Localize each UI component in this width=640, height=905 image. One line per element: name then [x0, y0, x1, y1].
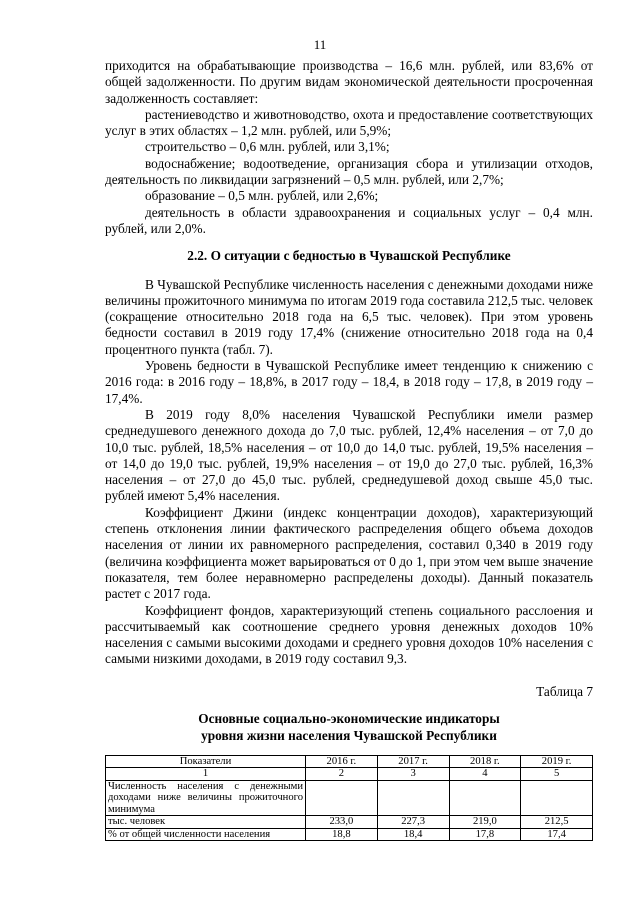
table-header-cell: 2016 г.	[306, 755, 378, 768]
list-item: строительство – 0,6 млн. рублей, или 3,1%;	[145, 139, 390, 155]
table-cell: 17,4	[521, 828, 593, 841]
table-cell: 233,0	[306, 816, 378, 829]
table-cell: 1	[106, 768, 306, 781]
table-row	[106, 828, 593, 841]
table-title	[105, 710, 593, 744]
table-cell: 17,8	[449, 828, 521, 841]
table-row	[106, 780, 593, 816]
paragraph: В Чувашской Республике численность населения с денежными доходами ниже величины прожиточного минимума по итогам 2019 года составила 212,5 тыс. человек (сокращение относительно 2018 года на 6,5 тыс. человек). При этом уровень бедности составил в 2019 году 17,4% (снижение относительно 2018 года на 0,4 процентного пункта (табл. 7).	[105, 276, 593, 357]
table-title-line: Основные социально-экономические индикаторы	[198, 710, 500, 726]
table-cell	[449, 780, 521, 816]
paragraph: Уровень бедности в Чувашской Республике имеет тенденцию к снижению с 2016 года: в 2016 году – 18,8%, в 2017 году – 18,4, в 2018 году – 17,8, в 2019 году – 17,4%.	[105, 358, 593, 406]
paragraph: В 2019 году 8,0% населения Чувашской Республики имели размер среднедушевого денежного дохода до 7,0 тыс. рублей, 12,4% населения – от 7,0 до 10,0 тыс. рублей, 18,5% населения – от 10,0 до 14,0 тыс. рублей, 19,5% населения – от 14,0 до 19,0 тыс. рублей, 19,9% населения – от 19,0 до 27,0 тыс. рублей, 16,3% населения – от 27,0 до 45,0 тыс. рублей, среднедушевой доход свыше 45,0 тыс. рублей имеют 5,4% населения.	[105, 406, 593, 504]
table-cell: 219,0	[449, 816, 521, 829]
page-number: 11	[313, 37, 327, 52]
table-cell: 3	[377, 768, 449, 781]
list-item: растениеводство и животноводство, охота и предоставление соответствующих услуг в этих областях – 1,2 млн. рублей, или 5,9%;	[105, 106, 593, 139]
table-title-line: уровня жизни населения Чувашской Республики	[201, 727, 497, 743]
table-header-cell: 2018 г.	[449, 755, 521, 768]
table-cell: 18,4	[377, 828, 449, 841]
table-cell: 212,5	[521, 816, 593, 829]
table-cell: тыс. человек	[106, 816, 306, 829]
table-row	[106, 816, 593, 829]
paragraph: Коэффициент Джини (индекс концентрации доходов), характеризующий степень отклонения линии фактического распределения общего объема доходов населения от линии их равномерного распределения, составил 0,340 в 2019 году (величина коэффициента может варьироваться от 0 до 1, при этом чем выше значение показателя, тем более неравномерно распределены доходы). Данный показатель растет с 2017 года.	[105, 504, 593, 602]
table-cell: 2	[306, 768, 378, 781]
indicators-table	[105, 755, 593, 842]
table-number-row	[106, 768, 593, 781]
list-item: водоснабжение; водоотведение, организация сбора и утилизации отходов, деятельность по ликвидации загрязнений – 0,5 млн. рублей, или 2,7%;	[105, 155, 593, 188]
table-cell: % от общей численности населения	[106, 828, 306, 841]
table-header-cell: 2019 г.	[521, 755, 593, 768]
list-item: деятельность в области здравоохранения и социальных услуг – 0,4 млн. рублей, или 2,0%.	[105, 204, 593, 236]
table-cell	[521, 780, 593, 816]
table-label: Таблица 7	[536, 683, 593, 699]
table-cell: Численность населения с денежными доходами ниже величины прожиточного минимума	[106, 780, 306, 816]
table-cell: 4	[449, 768, 521, 781]
table-header-cell: 2017 г.	[377, 755, 449, 768]
table-cell: 227,3	[377, 816, 449, 829]
table-cell: 18,8	[306, 828, 378, 841]
table-cell	[306, 780, 378, 816]
paragraph: приходится на обрабатывающие производства – 16,6 млн. рублей, или 83,6% от общей задолженности. По другим видам экономической деятельности просроченная задолженность составляет:	[105, 58, 593, 106]
document-body	[105, 58, 593, 841]
list-item: образование – 0,5 млн. рублей, или 2,6%;	[145, 188, 379, 204]
table-cell	[377, 780, 449, 816]
section-heading: 2.2. О ситуации с бедностью в Чувашской Республике	[187, 248, 511, 264]
paragraph: Коэффициент фондов, характеризующий степень социального расслоения и рассчитываемый как соотношение среднего уровня денежных доходов 10% населения с самыми высокими доходами и среднего уровня доходов 10% населения с самыми низкими доходами, в 2019 году составил 9,3.	[105, 602, 593, 667]
table-cell: 5	[521, 768, 593, 781]
table-header-cell: Показатели	[106, 755, 306, 768]
table-header-row	[106, 755, 593, 768]
